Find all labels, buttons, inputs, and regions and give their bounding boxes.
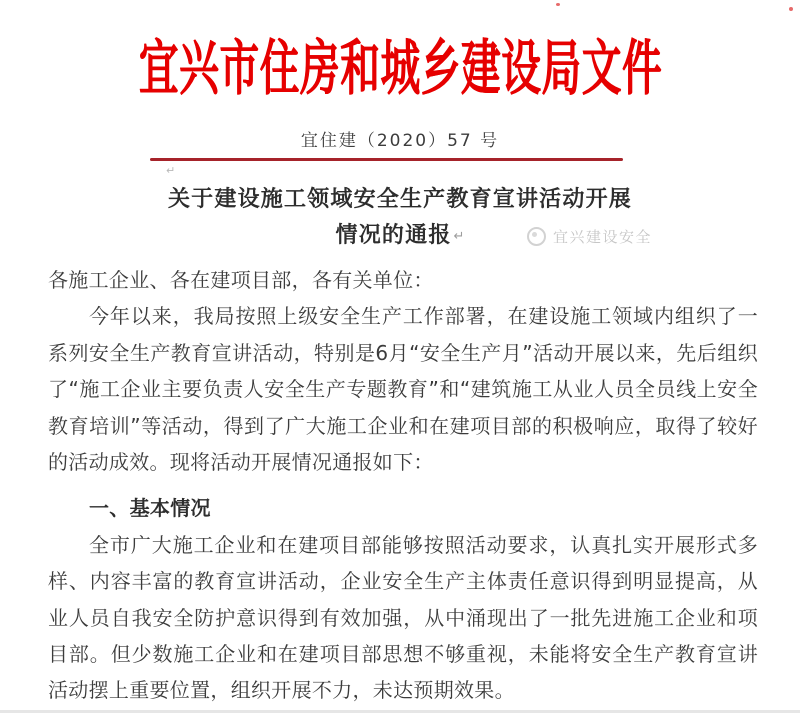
document-title bbox=[0, 182, 800, 255]
watermark-badge bbox=[527, 226, 652, 247]
body-paragraph-1: 今年以来，我局按照上级安全生产工作部署，在建设施工领域内组织了一系列安全生产教育宣讲活动，特别是6月“安全生产月”活动开展以来，先后组织了“施工企业主要负责人安全生产专题教育”和“建筑施工从业人员全员线上安全教育培训”等活动，得到了广大施工企业和在建项目部的积极响应，取得了较好的活动成效。现将活动开展情况通报如下： bbox=[48, 304, 758, 475]
scan-artifact-speck bbox=[556, 3, 560, 6]
document-title-line1: 关于建设施工领域安全生产教育宣讲活动开展 bbox=[167, 187, 632, 212]
return-mark-icon: ↵ bbox=[453, 229, 465, 244]
watermark-logo-icon bbox=[527, 227, 546, 246]
document-number: 宜住建（2020）57 号 bbox=[300, 131, 500, 151]
red-divider-rule bbox=[150, 158, 623, 161]
agency-header bbox=[0, 22, 800, 106]
section-heading-basic-situation: 一、基本情况 bbox=[89, 496, 211, 521]
document-body bbox=[48, 262, 758, 709]
paragraph-mark-icon: ↵ bbox=[166, 164, 176, 177]
agency-header-title: 宜兴市住房和城乡建设局文件 bbox=[138, 34, 662, 104]
body-paragraph-2: 全市广大施工企业和在建项目部能够按照活动要求，认真扎实开展形式多样、内容丰富的教育宣讲活动，企业安全生产主体责任意识得到明显提高，从业人员自我安全防护意识得到有效加强，从中涌现出了一批先进施工企业和项目部。但少数施工企业和在建项目部思想不够重视，未能将安全生产教育宣讲活动摆上重要位置，组织开展不力，未达预期效果。 bbox=[48, 532, 758, 703]
salutation-line: 各施工企业、各在建项目部，各有关单位： bbox=[48, 268, 434, 292]
watermark-label: 宜兴建设安全 bbox=[553, 228, 653, 246]
document-title-line2 bbox=[0, 218, 800, 255]
scan-artifact-speck bbox=[789, 7, 793, 11]
document-title-line2-text: 情况的通报 bbox=[335, 223, 452, 248]
